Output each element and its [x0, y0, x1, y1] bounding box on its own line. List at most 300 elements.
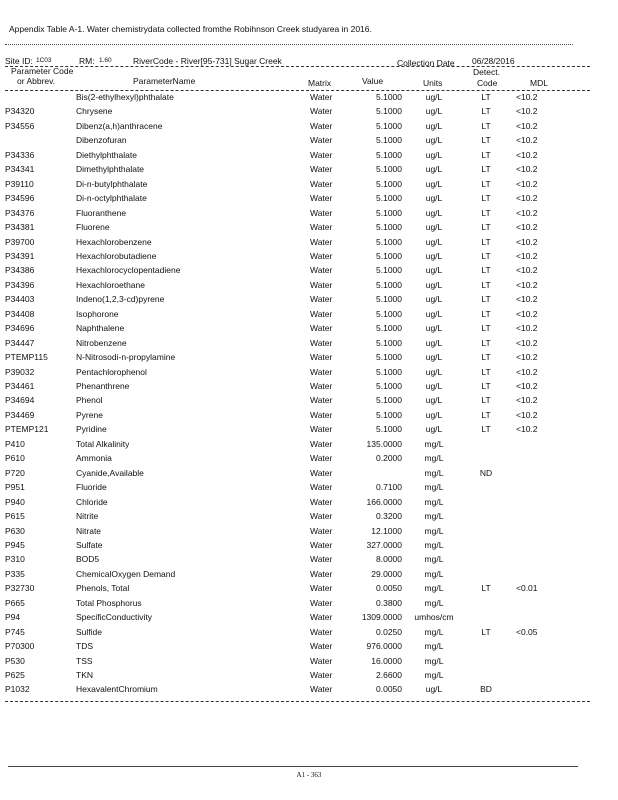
detect-code: LT	[481, 149, 491, 160]
table-row	[0, 106, 618, 121]
mdl: <10.2	[516, 120, 538, 131]
table-row	[0, 352, 618, 367]
table-row	[0, 338, 618, 353]
parameter-code: P39032	[5, 366, 35, 377]
detect-code: LT	[481, 265, 491, 276]
matrix: Water	[310, 149, 333, 160]
units: ug/L	[425, 120, 443, 131]
table-row	[0, 468, 618, 483]
value: 2.6600	[376, 670, 402, 680]
parameter-name: HexavalentChromium	[76, 684, 158, 695]
value: 5.1000	[376, 193, 402, 204]
parameter-name: Di-n-butylphthalate	[76, 178, 148, 189]
rm-value: 1.60	[99, 57, 112, 64]
units: mg/L	[424, 496, 444, 507]
mdl: <10.2	[516, 265, 538, 276]
col-matrix: Matrix	[308, 78, 332, 88]
mdl: <10.2	[516, 308, 538, 319]
parameter-code: P665	[5, 597, 25, 608]
detect-code: LT	[481, 337, 491, 348]
value: 5.1000	[376, 120, 402, 131]
detect-code: LT	[481, 250, 491, 261]
value: 5.1000	[376, 381, 402, 391]
table-row	[0, 121, 618, 136]
table-row	[0, 265, 618, 280]
table-row	[0, 670, 618, 685]
parameter-name: Fluoride	[76, 482, 107, 493]
title-divider	[5, 44, 573, 45]
table-row	[0, 222, 618, 237]
detect-code: LT	[481, 178, 491, 189]
value: 976.0000	[366, 641, 402, 652]
mdl: <10.2	[516, 207, 538, 218]
parameter-code: P34447	[5, 337, 35, 348]
table-row	[0, 583, 618, 598]
header-top-rule	[5, 66, 590, 67]
units: ug/L	[425, 337, 443, 348]
matrix: Water	[310, 381, 333, 391]
table-row	[0, 684, 618, 699]
matrix: Water	[310, 655, 333, 666]
parameter-name: Phenols, Total	[76, 583, 130, 594]
mdl: <0.05	[516, 626, 538, 637]
units: mg/L	[424, 453, 444, 464]
matrix: Water	[310, 222, 333, 233]
matrix: Water	[310, 178, 333, 189]
header-bottom-rule	[5, 90, 590, 91]
col-name: ParameterName	[133, 76, 196, 86]
value: 0.3200	[376, 511, 402, 522]
parameter-code: P630	[5, 525, 25, 536]
table-row	[0, 150, 618, 165]
table-title: Appendix Table A-1. Water chemistrydata collected fromthe Robihnson Creek studyarea in 2016.	[9, 24, 372, 34]
units: ug/L	[425, 323, 443, 334]
matrix: Water	[310, 568, 333, 579]
parameter-name: SpecificConductivity	[76, 612, 153, 623]
parameter-name: Diethylphthalate	[76, 149, 137, 160]
mdl: <10.2	[516, 395, 538, 406]
parameter-name: TDS	[76, 641, 93, 652]
parameter-code: P34386	[5, 265, 35, 276]
matrix: Water	[310, 366, 333, 377]
parameter-name: Fluoranthene	[76, 207, 127, 218]
parameter-name: Chrysene	[76, 106, 113, 117]
value: 12.1000	[371, 525, 402, 536]
matrix: Water	[310, 337, 333, 348]
parameter-name: Nitrate	[76, 525, 102, 536]
value: 5.1000	[376, 149, 402, 160]
mdl: <10.2	[516, 135, 538, 146]
matrix: Water	[310, 120, 333, 131]
table-row	[0, 641, 618, 656]
matrix: Water	[310, 207, 333, 218]
units: mg/L	[424, 554, 444, 565]
units: ug/L	[425, 684, 443, 695]
table-row	[0, 497, 618, 512]
parameter-name: Dimethylphthalate	[76, 164, 145, 175]
units: mg/L	[424, 670, 444, 680]
value: 5.1000	[376, 265, 402, 276]
matrix: Water	[310, 164, 333, 175]
rm-label: RM:	[79, 56, 95, 66]
matrix: Water	[310, 482, 333, 493]
units: ug/L	[425, 106, 443, 117]
value: 29.0000	[371, 568, 402, 579]
matrix: Water	[310, 250, 333, 261]
mdl: <10.2	[516, 193, 538, 204]
detect-code: LT	[481, 106, 491, 117]
value: 5.1000	[376, 308, 402, 319]
parameter-code: PTEMP121	[5, 424, 49, 435]
parameter-code: P34336	[5, 149, 35, 160]
parameter-name: Cyanide,Available	[76, 467, 144, 478]
detect-code: LT	[481, 381, 491, 391]
parameter-code: P625	[5, 670, 25, 680]
value: 0.0050	[376, 583, 402, 594]
mdl: <10.2	[516, 366, 538, 377]
value: 5.1000	[376, 366, 402, 377]
value: 5.1000	[376, 352, 402, 363]
detect-code: LT	[481, 626, 491, 637]
parameter-code: P34341	[5, 164, 35, 175]
parameter-code: P610	[5, 453, 25, 464]
table-row	[0, 323, 618, 338]
parameter-name: Isophorone	[76, 308, 119, 319]
value: 0.7100	[376, 482, 402, 493]
detect-code: LT	[481, 236, 491, 247]
units: mg/L	[424, 641, 444, 652]
value: 5.1000	[376, 409, 402, 420]
matrix: Water	[310, 294, 333, 305]
detect-code: LT	[481, 352, 491, 363]
units: mg/L	[424, 438, 444, 449]
value: 5.1000	[376, 279, 402, 290]
matrix: Water	[310, 670, 333, 680]
detect-code: LT	[481, 279, 491, 290]
table-row	[0, 439, 618, 454]
detect-code: LT	[481, 294, 491, 305]
mdl: <10.2	[516, 236, 538, 247]
detect-code: LT	[481, 366, 491, 377]
value: 5.1000	[376, 236, 402, 247]
mdl: <10.2	[516, 92, 538, 102]
units: mg/L	[424, 511, 444, 522]
parameter-code: P530	[5, 655, 25, 666]
detect-code: LT	[481, 135, 491, 146]
parameter-code: P94	[5, 612, 21, 623]
parameter-name: TKN	[76, 670, 93, 680]
units: ug/L	[425, 409, 443, 420]
parameter-name: Fluorene	[76, 222, 110, 233]
matrix: Water	[310, 641, 333, 652]
table-row	[0, 135, 618, 150]
table-row	[0, 540, 618, 555]
parameter-name: Dibenzofuran	[76, 135, 127, 146]
units: mg/L	[424, 626, 444, 637]
matrix: Water	[310, 395, 333, 406]
value: 5.1000	[376, 250, 402, 261]
matrix: Water	[310, 92, 333, 102]
table-row	[0, 164, 618, 179]
table-row	[0, 482, 618, 497]
mdl: <10.2	[516, 279, 538, 290]
parameter-code: P34391	[5, 250, 35, 261]
value: 1309.0000	[361, 612, 402, 623]
value: 5.1000	[376, 164, 402, 175]
parameter-name: Phenanthrene	[76, 381, 130, 391]
matrix: Water	[310, 135, 333, 146]
value: 5.1000	[376, 337, 402, 348]
parameter-name: Chloride	[76, 496, 108, 507]
matrix: Water	[310, 424, 333, 435]
matrix: Water	[310, 236, 333, 247]
site-id-label: Site ID:	[5, 56, 33, 66]
collection-date-label: Collection Date	[397, 58, 455, 68]
detect-code: LT	[481, 193, 491, 204]
detect-code: LT	[481, 323, 491, 334]
parameter-code: P1032	[5, 684, 30, 695]
parameter-name: Naphthalene	[76, 323, 125, 334]
parameter-code: P310	[5, 554, 25, 565]
table-row	[0, 251, 618, 266]
footer-rule	[8, 766, 578, 767]
units: mg/L	[424, 583, 444, 594]
units: ug/L	[425, 366, 443, 377]
table-row	[0, 381, 618, 396]
mdl: <10.2	[516, 164, 538, 175]
parameter-code: P34556	[5, 120, 35, 131]
units: ug/L	[425, 207, 443, 218]
parameter-code: P945	[5, 539, 25, 550]
table-row	[0, 511, 618, 526]
value: 5.1000	[376, 135, 402, 146]
parameter-code: P34396	[5, 279, 35, 290]
parameter-code: P745	[5, 626, 25, 637]
parameter-name: Hexachlorobenzene	[76, 236, 152, 247]
parameter-name: Hexachlorobutadiene	[76, 250, 157, 261]
detect-code: LT	[481, 120, 491, 131]
value: 16.0000	[371, 655, 402, 666]
parameter-name: ChemicalOxygen Demand	[76, 568, 176, 579]
parameter-code: P34376	[5, 207, 35, 218]
parameter-name: Sulfate	[76, 539, 103, 550]
value: 5.1000	[376, 323, 402, 334]
parameter-code: P720	[5, 467, 25, 478]
detect-code: LT	[481, 424, 491, 435]
parameter-name: N-Nitrosodi-n-propylamine	[76, 352, 176, 363]
parameter-code: P34696	[5, 323, 35, 334]
value: 5.1000	[376, 294, 402, 305]
mdl: <10.2	[516, 381, 538, 391]
table-row	[0, 453, 618, 468]
detect-code: BD	[480, 684, 492, 695]
value: 0.2000	[376, 453, 402, 464]
value: 5.1000	[376, 92, 402, 102]
matrix: Water	[310, 525, 333, 536]
mdl: <10.2	[516, 294, 538, 305]
units: ug/L	[425, 294, 443, 305]
detect-code: LT	[481, 164, 491, 175]
parameter-name: Di-n-octylphthalate	[76, 193, 147, 204]
parameter-code: PTEMP115	[5, 352, 48, 363]
value: 5.1000	[376, 178, 402, 189]
col-code-line1: Parameter Code	[11, 66, 74, 76]
parameter-code: P34403	[5, 294, 35, 305]
matrix: Water	[310, 597, 333, 608]
parameter-name: Ammonia	[76, 453, 112, 464]
units: ug/L	[425, 250, 443, 261]
mdl: <10.2	[516, 424, 538, 435]
parameter-name: Total Alkalinity	[76, 438, 130, 449]
parameter-code: P615	[5, 511, 25, 522]
table-row	[0, 280, 618, 295]
value: 5.1000	[376, 207, 402, 218]
units: ug/L	[425, 424, 443, 435]
matrix: Water	[310, 612, 333, 623]
mdl: <10.2	[516, 222, 538, 233]
table-row	[0, 598, 618, 613]
parameter-name: Dibenz(a,h)anthracene	[76, 120, 163, 131]
value: 166.0000	[366, 496, 402, 507]
units: ug/L	[425, 395, 443, 406]
parameter-code: P70300	[5, 641, 35, 652]
units: mg/L	[424, 467, 444, 478]
parameter-code: P951	[5, 482, 25, 493]
units: mg/L	[424, 655, 444, 666]
parameter-code: P34461	[5, 381, 35, 391]
parameter-name: BOD5	[76, 554, 100, 565]
parameter-code: P34469	[5, 409, 35, 420]
units: mg/L	[424, 482, 444, 493]
value: 5.1000	[376, 395, 402, 406]
table-row	[0, 424, 618, 439]
parameter-code: P34408	[5, 308, 35, 319]
col-detect-line2: Code	[477, 78, 498, 88]
units: ug/L	[425, 178, 443, 189]
value: 327.0000	[366, 539, 402, 550]
parameter-name: Nitrite	[76, 511, 99, 522]
table-row	[0, 627, 618, 642]
units: ug/L	[425, 135, 443, 146]
matrix: Water	[310, 496, 333, 507]
matrix: Water	[310, 539, 333, 550]
col-detect-line1: Detect.	[473, 67, 500, 77]
parameter-name: Total Phosphorus	[76, 597, 142, 608]
matrix: Water	[310, 265, 333, 276]
matrix: Water	[310, 583, 333, 594]
col-units: Units	[423, 78, 443, 88]
units: ug/L	[425, 279, 443, 290]
matrix: Water	[310, 511, 333, 522]
col-mdl: MDL	[530, 78, 548, 88]
mdl: <10.2	[516, 250, 538, 261]
parameter-code: P39110	[5, 178, 34, 189]
mdl: <10.2	[516, 323, 538, 334]
col-value: Value	[362, 76, 384, 86]
matrix: Water	[310, 106, 333, 117]
value: 8.0000	[376, 554, 402, 565]
matrix: Water	[310, 453, 333, 464]
mdl: <10.2	[516, 409, 538, 420]
site-id-value: 1C03	[36, 57, 52, 64]
matrix: Water	[310, 554, 333, 565]
detect-code: LT	[481, 409, 491, 420]
matrix: Water	[310, 308, 333, 319]
parameter-name: Pentachlorophenol	[76, 366, 147, 377]
value: 5.1000	[376, 106, 402, 117]
parameter-code: P34320	[5, 106, 35, 117]
value: 135.0000	[366, 438, 402, 449]
units: ug/L	[425, 222, 443, 233]
table-row	[0, 92, 618, 107]
units: umhos/cm	[414, 612, 454, 623]
matrix: Water	[310, 352, 333, 363]
parameter-name: Phenol	[76, 395, 103, 406]
matrix: Water	[310, 467, 333, 478]
parameter-name: Hexachlorocyclopentadiene	[76, 265, 181, 276]
value: 0.0050	[376, 684, 402, 695]
parameter-name: Indeno(1,2,3-cd)pyrene	[76, 294, 165, 305]
value: 0.3800	[376, 597, 402, 608]
collection-date: 06/28/2016	[472, 56, 515, 66]
table-row	[0, 569, 618, 584]
parameter-code: P410	[5, 438, 25, 449]
table-row	[0, 410, 618, 425]
parameter-name: Pyridine	[76, 424, 107, 435]
units: mg/L	[424, 597, 444, 608]
units: ug/L	[425, 92, 443, 102]
matrix: Water	[310, 684, 333, 695]
parameter-code: P32730	[5, 583, 35, 594]
parameter-name: Hexachloroethane	[76, 279, 145, 290]
units: ug/L	[425, 149, 443, 160]
matrix: Water	[310, 193, 333, 204]
parameter-code: P34596	[5, 193, 35, 204]
parameter-name: Nitrobenzene	[76, 337, 127, 348]
units: mg/L	[424, 525, 444, 536]
value: 0.0250	[376, 626, 402, 637]
table-row	[0, 395, 618, 410]
detect-code: LT	[481, 308, 491, 319]
parameter-name: Pyrene	[76, 409, 103, 420]
table-row	[0, 237, 618, 252]
units: ug/L	[425, 381, 443, 391]
parameter-name: Sulfide	[76, 626, 102, 637]
mdl: <10.2	[516, 178, 538, 189]
river-code: RiverCode - River[95-731] Sugar Creek	[133, 56, 282, 66]
table-row	[0, 208, 618, 223]
col-code-line2: or Abbrev.	[17, 76, 56, 86]
matrix: Water	[310, 409, 333, 420]
table-row	[0, 294, 618, 309]
parameter-code: P34694	[5, 395, 35, 406]
matrix: Water	[310, 626, 333, 637]
table-row	[0, 309, 618, 324]
parameter-code: P34381	[5, 222, 35, 233]
units: ug/L	[425, 308, 443, 319]
table-end-rule	[5, 701, 590, 702]
mdl: <0.01	[516, 583, 538, 594]
detect-code: LT	[481, 207, 491, 218]
mdl: <10.2	[516, 337, 538, 348]
units: ug/L	[425, 265, 443, 276]
table-row	[0, 193, 618, 208]
matrix: Water	[310, 279, 333, 290]
table-row	[0, 179, 618, 194]
value: 5.1000	[376, 424, 402, 435]
table-row	[0, 367, 618, 382]
value: 5.1000	[376, 222, 402, 233]
